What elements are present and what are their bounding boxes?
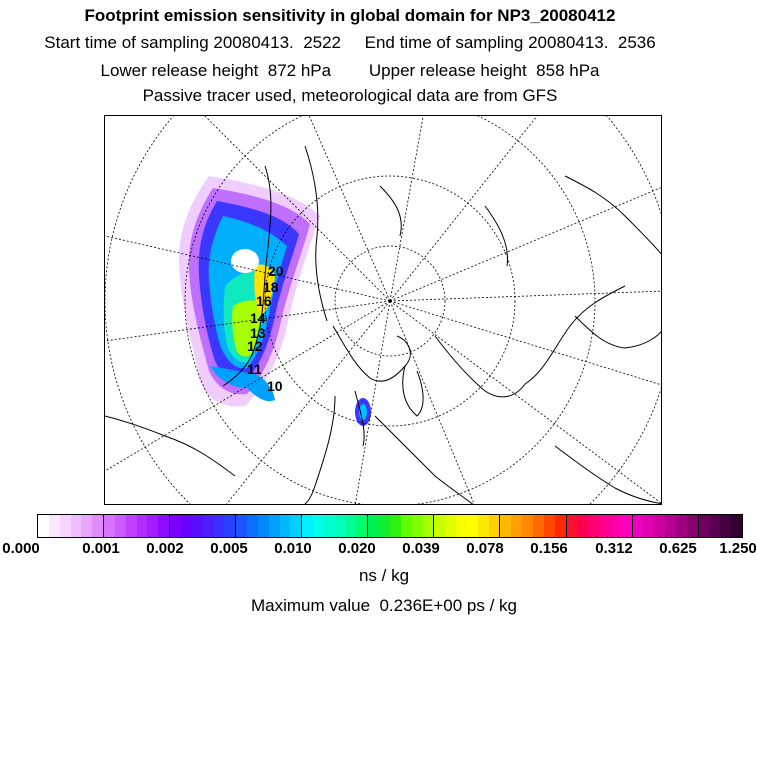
color-scale-cell <box>665 515 676 537</box>
tick-label: 0.001 <box>82 540 120 557</box>
color-scale-bar <box>37 514 743 538</box>
color-scale-cell <box>269 515 280 537</box>
color-scale-cell <box>313 515 324 537</box>
color-scale-cell <box>709 515 720 537</box>
track-label: 13 <box>250 325 266 341</box>
track-label: 11 <box>247 361 262 377</box>
color-scale-cell <box>643 515 654 537</box>
color-scale-cell <box>280 515 291 537</box>
color-scale-cell <box>115 515 126 537</box>
color-scale-cell <box>500 515 511 537</box>
color-scale-cell <box>236 515 247 537</box>
track-label: 18 <box>263 279 279 295</box>
color-scale-cell <box>247 515 258 537</box>
release-height-line: Lower release height 872 hPa Upper release height 858 hPa <box>100 61 600 80</box>
color-scale-cell <box>467 515 478 537</box>
color-scale-cell <box>676 515 687 537</box>
color-scale-cell <box>390 515 401 537</box>
color-scale-cell <box>522 515 533 537</box>
color-scale-cell <box>158 515 170 537</box>
color-scale-cell <box>720 515 731 537</box>
color-scale-cell <box>567 515 578 537</box>
color-scale-cell <box>203 515 214 537</box>
color-scale-cell <box>423 515 435 537</box>
color-scale-cell <box>126 515 137 537</box>
color-scale-cell <box>434 515 445 537</box>
color-scale-cell <box>214 515 225 537</box>
color-scale-cell <box>368 515 379 537</box>
color-scale-cell <box>104 515 115 537</box>
color-scale-cell <box>588 515 599 537</box>
track-label: 12 <box>247 338 263 354</box>
color-scale-cell <box>445 515 456 537</box>
color-scale-cell <box>577 515 588 537</box>
track-label: 16 <box>256 293 272 309</box>
color-scale-cell <box>478 515 489 537</box>
color-scale-cell <box>147 515 158 537</box>
tick-label: 0.020 <box>338 540 376 557</box>
color-scale-cell <box>192 515 203 537</box>
color-scale-cell <box>412 515 423 537</box>
color-scale-cell <box>456 515 467 537</box>
color-scale-cell <box>49 515 60 537</box>
color-scale-cell <box>356 515 368 537</box>
track-label: 10 <box>267 378 283 394</box>
color-scale-cell <box>137 515 148 537</box>
maximum-value-text: Maximum value 0.236E+00 ps / kg <box>251 596 517 615</box>
color-scale-cell <box>511 515 522 537</box>
color-scale-cell <box>60 515 71 537</box>
color-scale-cell <box>290 515 302 537</box>
tick-label: 0.156 <box>530 540 568 557</box>
color-scale-cell <box>687 515 699 537</box>
color-scale-cell <box>224 515 236 537</box>
color-scale-cell <box>92 515 104 537</box>
tick-label: 0.039 <box>402 540 440 557</box>
tick-label: 0.078 <box>466 540 504 557</box>
color-scale-cell <box>654 515 665 537</box>
color-scale-cell <box>633 515 644 537</box>
map-canvas <box>105 116 662 505</box>
color-scale-cell <box>599 515 610 537</box>
tick-label: 0.625 <box>659 540 697 557</box>
color-scale-cell <box>71 515 82 537</box>
tracer-info-line: Passive tracer used, meteorological data are from GFS <box>142 86 558 105</box>
color-scale-cell <box>489 515 501 537</box>
color-scale-cell <box>401 515 412 537</box>
color-scale-cell <box>81 515 92 537</box>
plot-title: Footprint emission sensitivity in global domain for NP3_20080412 <box>84 6 616 25</box>
footprint-map <box>104 115 662 505</box>
color-scale-cell <box>621 515 633 537</box>
color-scale-cell <box>555 515 567 537</box>
color-scale-cell <box>302 515 313 537</box>
color-scale-cell <box>324 515 335 537</box>
color-scale-cell <box>731 515 742 537</box>
color-scale-cell <box>544 515 555 537</box>
tick-label: 0.005 <box>210 540 248 557</box>
color-scale-cell <box>699 515 710 537</box>
tick-label: 0.312 <box>595 540 633 557</box>
color-scale-cell <box>170 515 181 537</box>
track-label: 14 <box>250 310 266 326</box>
tick-label: 1.250 <box>719 540 757 557</box>
tick-label: 0.002 <box>146 540 184 557</box>
tick-label: 0.000 <box>2 540 40 557</box>
color-scale-cell <box>533 515 544 537</box>
color-scale-cell <box>610 515 621 537</box>
color-scale-cell <box>335 515 346 537</box>
color-scale-unit: ns / kg <box>358 566 410 585</box>
sampling-time-line: Start time of sampling 20080413. 2522 End time of sampling 20080413. 2536 <box>44 33 656 52</box>
color-scale-cell <box>181 515 192 537</box>
color-scale-cell <box>379 515 390 537</box>
color-scale-cell <box>346 515 357 537</box>
color-scale-cell <box>38 515 49 537</box>
track-label: 20 <box>268 263 284 279</box>
tick-label: 0.010 <box>274 540 312 557</box>
color-scale-cell <box>258 515 269 537</box>
